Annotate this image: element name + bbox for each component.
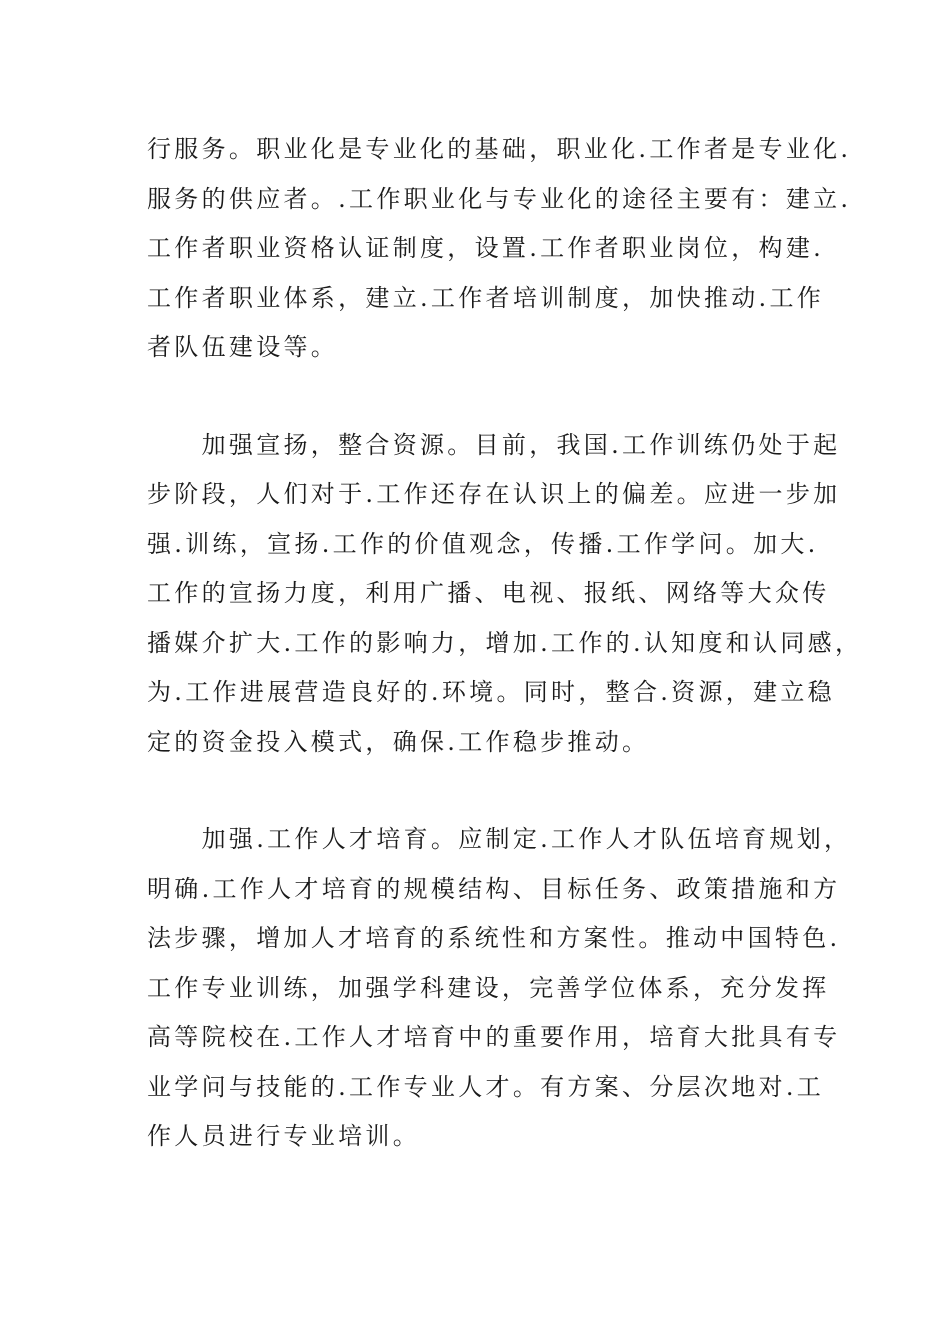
paragraph-talent-training <box>147 815 852 1162</box>
text-line: 步阶段，人们对于.工作还存在认识上的偏差。应进一步加 <box>147 480 841 508</box>
text-line: 者队伍建设等。 <box>147 333 339 361</box>
text-line: 服务的供应者。.工作职业化与专业化的途径主要有：建立. <box>147 184 852 213</box>
text-line: 加强宣扬，整合资源。目前，我国.工作训练仍处于起 <box>147 430 841 459</box>
text-line: 作人员进行专业培训。 <box>147 1122 420 1150</box>
text-line: 行服务。职业化是专业化的基础，职业化.工作者是专业化. <box>147 135 852 163</box>
text-line: 强.训练，宣扬.工作的价值观念，传播.工作学问。加大. <box>147 529 819 558</box>
text-line: 业学问与技能的.工作专业人才。有方案、分层次地对.工 <box>147 1072 825 1101</box>
paragraph-publicity-resources <box>147 421 863 768</box>
text-line: 播媒介扩大.工作的影响力，增加.工作的.认知度和认同感， <box>147 628 863 657</box>
text-line: 法步骤，增加人才培育的系统性和方案性。推动中国特色. <box>147 924 841 952</box>
paragraph-professionalization <box>147 125 852 373</box>
text-line: 为.工作进展营造良好的.环境。同时，整合.资源，建立稳 <box>147 678 835 706</box>
document-body <box>147 125 863 1162</box>
text-line: 工作者职业体系，建立.工作者培训制度，加快推动.工作 <box>147 283 825 312</box>
text-line: 工作专业训练，加强学科建设，完善学位体系，充分发挥 <box>147 973 830 1002</box>
text-line: 明确.工作人才培育的规模结构、目标任务、政策措施和方 <box>147 874 841 903</box>
text-line: 工作的宣扬力度，利用广播、电视、报纸、网络等大众传 <box>147 579 830 607</box>
text-line: 定的资金投入模式，确保.工作稳步推动。 <box>147 727 650 756</box>
text-line: 高等院校在.工作人才培育中的重要作用，培育大批具有专 <box>147 1023 841 1051</box>
text-line: 加强.工作人才培育。应制定.工作人才队伍培育规划， <box>147 825 852 853</box>
text-line: 工作者职业资格认证制度，设置.工作者职业岗位，构建. <box>147 234 825 262</box>
